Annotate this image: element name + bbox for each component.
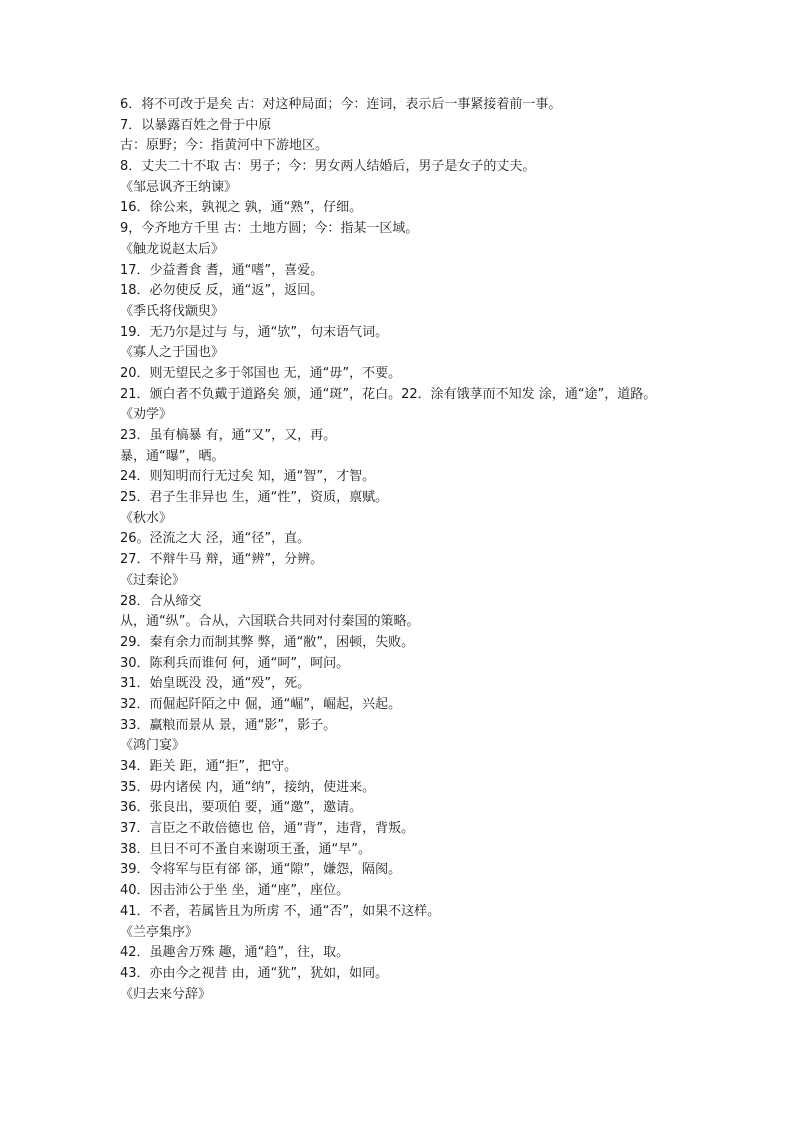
text-line: 28．合从缔交 <box>120 593 202 609</box>
text-line: 40．因击沛公于坐 坐，通“座”，座位。 <box>120 883 350 899</box>
text-line: 27．不辩牛马 辩，通“辨”，分辨。 <box>120 552 324 568</box>
text-line: 20．则无望民之多于邻国也 无，通“毋”，不要。 <box>120 365 402 381</box>
text-line: 18．必勿使反 反，通“返”，返回。 <box>120 283 324 299</box>
text-line: 8．丈夫二十不取 古：男子；今：男女两人结婚后，男子是女子的丈夫。 <box>120 159 536 175</box>
text-line: 9，今齐地方千里 古：土地方圆；今：指某一区域。 <box>120 221 419 237</box>
section-title: 《归去来兮辞》 <box>120 986 212 1002</box>
section-title: 《触龙说赵太后》 <box>120 241 225 257</box>
document-body <box>120 95 770 1005</box>
text-line: 41．不者，若属皆且为所虏 不，通“否”，如果不这样。 <box>120 903 441 919</box>
section-title: 《寡人之于国也》 <box>120 345 225 361</box>
section-title: 《鸿门宴》 <box>120 738 186 754</box>
section-title: 《邹忌讽齐王纳谏》 <box>120 179 238 195</box>
text-line: 29．秦有余力而制其弊 弊，通“敝”，困顿，失败。 <box>120 634 415 650</box>
text-line: 16．徐公来，孰视之 孰，通“熟”，仔细。 <box>120 200 363 216</box>
text-line: 7．以暴露百姓之骨于中原 <box>120 117 272 133</box>
text-line: 35．毋内诸侯 内，通“纳”，接纳，使进来。 <box>120 779 376 795</box>
text-line: 从，通“纵”。合从，六国联合共同对付秦国的策略。 <box>120 614 420 630</box>
text-line: 26。泾流之大 泾，通“径”，直。 <box>120 531 311 547</box>
text-line: 17．少益耆食 耆，通“嗜”，喜爱。 <box>120 262 324 278</box>
section-title: 《过秦论》 <box>120 572 186 588</box>
text-line: 21．颁白者不负戴于道路矣 颁，通“斑”，花白。22．涂有饿莩而不知发 涂，通“途”，道路。 <box>120 386 657 402</box>
text-line: 37．言臣之不敢倍德也 倍，通“背”，违背，背叛。 <box>120 821 415 837</box>
text-line: 33．赢粮而景从 景，通“影”，影子。 <box>120 717 337 733</box>
section-title: 《劝学》 <box>120 407 173 423</box>
section-title: 《兰亭集序》 <box>120 924 199 940</box>
text-line: 32．而倔起阡陌之中 倔，通“崛”，崛起，兴起。 <box>120 696 402 712</box>
text-line: 34．距关 距，通“拒”，把守。 <box>120 759 298 774</box>
text-line: 19．无乃尔是过与 与，通“欤”，句末语气词。 <box>120 324 389 340</box>
text-line: 42．虽趣舍万殊 趣，通“趋”，往，取。 <box>120 945 350 961</box>
text-line: 38．旦日不可不蚤自来谢项王蚤，通“早”。 <box>120 841 372 857</box>
text-line: 30．陈利兵而谁何 何，通“呵”，呵问。 <box>120 655 350 671</box>
text-line: 31．始皇既没 没，通“殁”，死。 <box>120 676 311 692</box>
section-title: 《秋水》 <box>120 510 173 526</box>
text-line: 24．则知明而行无过矣 知，通“智”，才智。 <box>120 469 376 485</box>
text-line: 39．令将军与臣有郤 郤，通“隙”，嫌怨，隔阂。 <box>120 862 402 878</box>
text-line: 23．虽有槁暴 有，通“又”，又，再。 <box>120 428 337 443</box>
text-line: 6．将不可改于是矣 古：对这种局面；今：连词，表示后一事紧接着前一事。 <box>120 97 562 112</box>
text-line: 43．亦由今之视昔 由，通“犹”，犹如，如同。 <box>120 965 389 981</box>
section-title: 《季氏将伐颛臾》 <box>120 303 225 319</box>
text-line: 36．张良出，要项伯 要，通“邀”，邀请。 <box>120 800 363 816</box>
text-line: 暴，通“曝”，晒。 <box>120 448 225 464</box>
text-line: 25．君子生非异也 生，通“性”，资质，禀赋。 <box>120 490 389 506</box>
text-line: 古：原野；今：指黄河中下游地区。 <box>120 138 329 154</box>
